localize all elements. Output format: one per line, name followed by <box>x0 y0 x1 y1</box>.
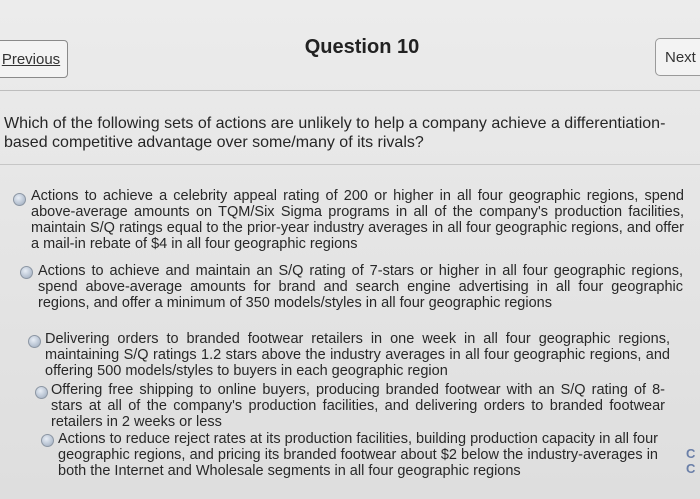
option-3-label[interactable]: Delivering orders to branded footwear retailers in one week in all four geographic regions, maintaining S/Q ratings 1.2 stars above the industry averages in all four geographic regions, and offering 500 models/styles to buyers in each geographic region <box>45 331 670 379</box>
next-button[interactable]: Next <box>655 38 700 76</box>
corner-icon[interactable]: C C <box>686 446 696 476</box>
option-3-radio[interactable] <box>28 335 41 348</box>
question-title: Question 10 <box>304 36 420 58</box>
option-2-label[interactable]: Actions to achieve and maintain an S/Q rating of 7-stars or higher in all four geographic regions, spend above-average amounts for brand and search engine advertising in all four geographic regions, and offer a minimum of 350 models/styles in all four geographic regions <box>38 263 683 311</box>
option-4-label[interactable]: Offering free shipping to online buyers, producing branded footwear with an S/Q rating of 8-stars at all of the company's production facilities, and delivering orders to branded footwear retailers in 2 weeks or less <box>51 382 665 430</box>
option-1-label[interactable]: Actions to achieve a celebrity appeal rating of 200 or higher in all four geographic regions, spend above-average amounts on TQM/Six Sigma programs in all of the company's production facilities, maintain S/Q ratings equal to the prior-year industry averages in all four geographic regions, and offer a mail-in rebate of $4 in all four geographic regions <box>31 188 684 252</box>
question-divider <box>0 164 700 165</box>
previous-button[interactable]: Previous <box>0 40 68 78</box>
option-2-radio[interactable] <box>20 266 33 279</box>
option-1-radio[interactable] <box>13 193 26 206</box>
option-4-radio[interactable] <box>35 386 48 399</box>
header-divider <box>0 90 700 91</box>
option-5-radio[interactable] <box>41 434 54 447</box>
question-text: Which of the following sets of actions are unlikely to help a company achieve a differentiation-based competitive advantage over some/many of its rivals? <box>4 115 666 151</box>
option-5-label[interactable]: Actions to reduce reject rates at its production facilities, building production capacity in all four geographic regions, and pricing its branded footwear about $2 below the industry-averages in both the Internet and Wholesale segments in all four geographic regions <box>58 431 658 479</box>
question-header <box>0 0 700 88</box>
